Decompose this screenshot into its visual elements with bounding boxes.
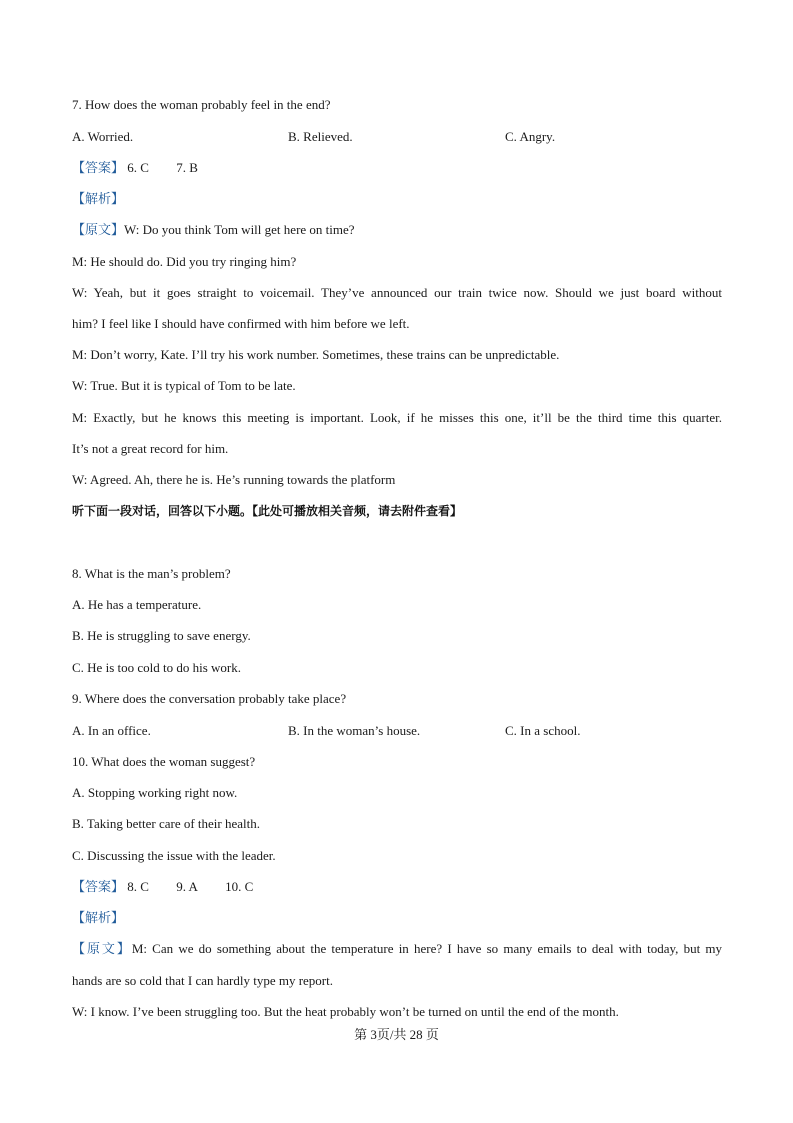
answer-label: 【答案】 <box>72 160 125 175</box>
question-8: 8. What is the man’s problem? <box>72 566 231 581</box>
q9-option-c: C. In a school. <box>505 723 581 738</box>
answer-label: 【答案】 <box>72 879 125 894</box>
transcript-line <box>72 941 722 957</box>
transcript-line: W: I know. I’ve been struggling too. But the heat probably won’t be turned on until the end of the month. <box>72 1004 619 1019</box>
page-number: 第 3页/共 28 页 <box>354 1027 439 1042</box>
answer-item: 9. A <box>176 879 198 894</box>
transcript-label: 【原文】 <box>72 222 125 237</box>
transcript-line <box>72 222 355 238</box>
answer-block-2 <box>72 879 253 895</box>
q8-option-a: A. He has a temperature. <box>72 597 202 612</box>
answer-item: 10. C <box>225 879 254 894</box>
transcript-line: It’s not a great record for him. <box>72 441 229 456</box>
transcript-line: M: Don’t worry, Kate. I’ll try his work number. Sometimes, these trains can be unpredictable. <box>72 347 560 362</box>
q9-option-a: A. In an office. <box>72 723 151 738</box>
q7-option-a: A. Worried. <box>72 129 134 144</box>
transcript-line: him? I feel like I should have confirmed with him before we left. <box>72 316 410 331</box>
transcript-line: W: Yeah, but it goes straight to voicemail. They’ve announced our train twice now. Should we just board without <box>72 285 722 300</box>
question-9: 9. Where does the conversation probably take place? <box>72 691 347 706</box>
q7-option-c: C. Angry. <box>505 129 556 144</box>
transcript-line: hands are so cold that I can hardly type my report. <box>72 973 333 988</box>
q9-option-b: B. In the woman’s house. <box>288 723 421 738</box>
transcript-label: 【原文】 <box>72 941 132 956</box>
answer-item: 7. B <box>176 160 198 175</box>
answer-item: 8. C <box>127 879 149 894</box>
transcript-text: M: Can we do something about the temperature in here? I have so many emails to deal with today, but my <box>131 941 722 956</box>
q7-option-b: B. Relieved. <box>288 129 353 144</box>
q10-option-c: C. Discussing the issue with the leader. <box>72 848 276 863</box>
analysis-label-2: 【解析】 <box>72 910 125 925</box>
transcript-line: M: Exactly, but he knows this meeting is important. Look, if he misses this one, it’ll be the third time this quarter. <box>72 410 722 425</box>
answer-item: 6. C <box>127 160 149 175</box>
answer-block-1 <box>72 160 198 176</box>
q10-option-b: B. Taking better care of their health. <box>72 816 260 831</box>
transcript-line: W: True. But it is typical of Tom to be late. <box>72 378 296 393</box>
section-instruction: 听下面一段对话，回答以下小题。【此处可播放相关音频，请去附件查看】 <box>72 504 463 518</box>
question-7: 7. How does the woman probably feel in the end? <box>72 97 331 112</box>
transcript-line: M: He should do. Did you try ringing him? <box>72 254 297 269</box>
q8-option-b: B. He is struggling to save energy. <box>72 628 251 643</box>
q10-option-a: A. Stopping working right now. <box>72 785 238 800</box>
q8-option-c: C. He is too cold to do his work. <box>72 660 241 675</box>
transcript-text: W: Do you think Tom will get here on time? <box>124 222 355 237</box>
analysis-label-1: 【解析】 <box>72 191 125 206</box>
question-10: 10. What does the woman suggest? <box>72 754 256 769</box>
transcript-line: W: Agreed. Ah, there he is. He’s running towards the platform <box>72 472 396 487</box>
